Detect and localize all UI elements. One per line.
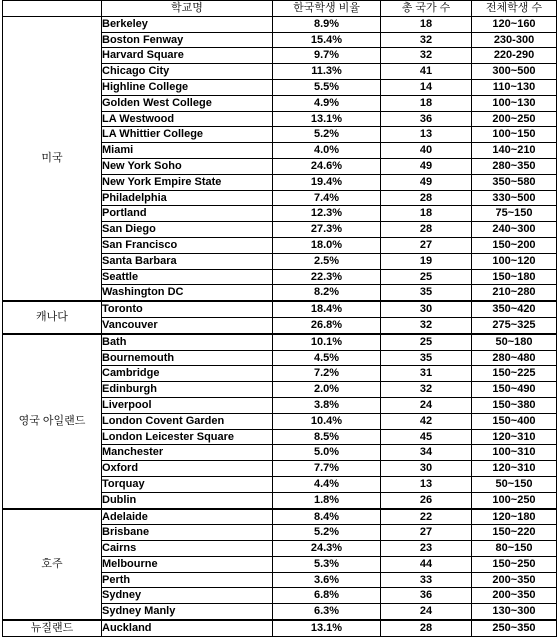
country-count-cell: 23 <box>381 541 472 557</box>
student-count-cell: 150~200 <box>472 237 557 253</box>
school-name-cell: Cambridge <box>102 366 273 382</box>
student-count-cell: 275~325 <box>472 317 557 333</box>
country-count-cell: 14 <box>381 79 472 95</box>
country-count-cell: 25 <box>381 334 472 350</box>
korean-ratio-cell: 11.3% <box>273 64 381 80</box>
school-name-cell: Seattle <box>102 269 273 285</box>
country-count-cell: 19 <box>381 253 472 269</box>
school-name-cell: Berkeley <box>102 16 273 32</box>
country-count-cell: 24 <box>381 397 472 413</box>
country-count-cell: 35 <box>381 350 472 366</box>
header-row <box>3 1 557 17</box>
school-name-cell: London Covent Garden <box>102 413 273 429</box>
country-count-cell: 42 <box>381 413 472 429</box>
korean-ratio-cell: 5.2% <box>273 525 381 541</box>
school-name-cell: Dublin <box>102 492 273 508</box>
korean-ratio-cell: 6.3% <box>273 604 381 620</box>
korean-ratio-cell: 2.0% <box>273 382 381 398</box>
korean-ratio-cell: 8.2% <box>273 285 381 301</box>
country-count-cell: 34 <box>381 445 472 461</box>
country-count-cell: 27 <box>381 525 472 541</box>
country-count-cell: 27 <box>381 237 472 253</box>
student-count-cell: 100~150 <box>472 127 557 143</box>
student-count-cell: 150~180 <box>472 269 557 285</box>
student-count-cell: 200~350 <box>472 588 557 604</box>
table-row <box>3 16 557 32</box>
student-count-cell: 210~280 <box>472 285 557 301</box>
country-count-cell: 13 <box>381 476 472 492</box>
school-name-cell: Highline College <box>102 79 273 95</box>
student-count-cell: 130~300 <box>472 604 557 620</box>
region-cell: 뉴질랜드 <box>3 620 102 636</box>
school-name-cell: Torquay <box>102 476 273 492</box>
school-name-cell: New York Soho <box>102 158 273 174</box>
korean-ratio-cell: 7.7% <box>273 461 381 477</box>
country-count-cell: 18 <box>381 206 472 222</box>
student-count-cell: 150~380 <box>472 397 557 413</box>
country-count-cell: 31 <box>381 366 472 382</box>
school-name-cell: Manchester <box>102 445 273 461</box>
header-country-count: 총 국가 수 <box>381 1 472 17</box>
korean-ratio-cell: 19.4% <box>273 174 381 190</box>
school-name-cell: Toronto <box>102 301 273 317</box>
student-count-cell: 230-300 <box>472 32 557 48</box>
korean-ratio-cell: 4.5% <box>273 350 381 366</box>
country-count-cell: 13 <box>381 127 472 143</box>
school-name-cell: LA Whittier College <box>102 127 273 143</box>
student-count-cell: 100~250 <box>472 492 557 508</box>
student-count-cell: 120~310 <box>472 429 557 445</box>
school-name-cell: Boston Fenway <box>102 32 273 48</box>
country-count-cell: 32 <box>381 382 472 398</box>
korean-ratio-cell: 15.4% <box>273 32 381 48</box>
student-count-cell: 75~150 <box>472 206 557 222</box>
student-count-cell: 300~500 <box>472 64 557 80</box>
country-count-cell: 30 <box>381 301 472 317</box>
school-name-cell: Philadelphia <box>102 190 273 206</box>
korean-ratio-cell: 13.1% <box>273 111 381 127</box>
korean-ratio-cell: 26.8% <box>273 317 381 333</box>
student-count-cell: 150~225 <box>472 366 557 382</box>
student-count-cell: 200~350 <box>472 572 557 588</box>
korean-ratio-cell: 3.8% <box>273 397 381 413</box>
school-name-cell: Golden West College <box>102 95 273 111</box>
school-name-cell: Bournemouth <box>102 350 273 366</box>
student-count-cell: 120~310 <box>472 461 557 477</box>
korean-ratio-cell: 8.5% <box>273 429 381 445</box>
school-name-cell: San Diego <box>102 222 273 238</box>
school-name-cell: Sydney Manly <box>102 604 273 620</box>
korean-ratio-cell: 4.4% <box>273 476 381 492</box>
table-row <box>3 509 557 525</box>
table-body <box>3 16 557 636</box>
header-korean-ratio: 한국학생 비율 <box>273 1 381 17</box>
school-name-cell: Miami <box>102 143 273 159</box>
korean-ratio-cell: 9.7% <box>273 48 381 64</box>
korean-ratio-cell: 5.2% <box>273 127 381 143</box>
korean-ratio-cell: 8.4% <box>273 509 381 525</box>
student-count-cell: 220-290 <box>472 48 557 64</box>
student-count-cell: 240~300 <box>472 222 557 238</box>
country-count-cell: 32 <box>381 32 472 48</box>
school-name-cell: San Francisco <box>102 237 273 253</box>
country-count-cell: 33 <box>381 572 472 588</box>
student-count-cell: 100~120 <box>472 253 557 269</box>
school-name-cell: Brisbane <box>102 525 273 541</box>
student-count-cell: 140~210 <box>472 143 557 159</box>
country-count-cell: 36 <box>381 588 472 604</box>
korean-ratio-cell: 7.2% <box>273 366 381 382</box>
student-count-cell: 120~160 <box>472 16 557 32</box>
school-name-cell: London Leicester Square <box>102 429 273 445</box>
school-table <box>2 0 557 637</box>
student-count-cell: 280~350 <box>472 158 557 174</box>
country-count-cell: 24 <box>381 604 472 620</box>
school-name-cell: Auckland <box>102 620 273 636</box>
school-name-cell: Oxford <box>102 461 273 477</box>
school-name-cell: Washington DC <box>102 285 273 301</box>
korean-ratio-cell: 27.3% <box>273 222 381 238</box>
region-cell: 캐나다 <box>3 301 102 334</box>
korean-ratio-cell: 24.6% <box>273 158 381 174</box>
korean-ratio-cell: 5.3% <box>273 556 381 572</box>
country-count-cell: 28 <box>381 620 472 636</box>
korean-ratio-cell: 4.0% <box>273 143 381 159</box>
student-count-cell: 100~130 <box>472 95 557 111</box>
country-count-cell: 45 <box>381 429 472 445</box>
school-name-cell: Santa Barbara <box>102 253 273 269</box>
country-count-cell: 22 <box>381 509 472 525</box>
student-count-cell: 110~130 <box>472 79 557 95</box>
korean-ratio-cell: 6.8% <box>273 588 381 604</box>
country-count-cell: 49 <box>381 174 472 190</box>
country-count-cell: 35 <box>381 285 472 301</box>
korean-ratio-cell: 1.8% <box>273 492 381 508</box>
country-count-cell: 41 <box>381 64 472 80</box>
header-region <box>3 1 102 17</box>
student-count-cell: 150~400 <box>472 413 557 429</box>
school-name-cell: New York Empire State <box>102 174 273 190</box>
country-count-cell: 26 <box>381 492 472 508</box>
korean-ratio-cell: 5.5% <box>273 79 381 95</box>
korean-ratio-cell: 12.3% <box>273 206 381 222</box>
region-cell: 미국 <box>3 16 102 301</box>
korean-ratio-cell: 24.3% <box>273 541 381 557</box>
region-cell: 호주 <box>3 509 102 621</box>
school-name-cell: Edinburgh <box>102 382 273 398</box>
student-count-cell: 50~150 <box>472 476 557 492</box>
school-name-cell: Sydney <box>102 588 273 604</box>
country-count-cell: 30 <box>381 461 472 477</box>
school-name-cell: Liverpool <box>102 397 273 413</box>
country-count-cell: 40 <box>381 143 472 159</box>
korean-ratio-cell: 7.4% <box>273 190 381 206</box>
student-count-cell: 350~580 <box>472 174 557 190</box>
korean-ratio-cell: 4.9% <box>273 95 381 111</box>
country-count-cell: 49 <box>381 158 472 174</box>
school-name-cell: Adelaide <box>102 509 273 525</box>
country-count-cell: 18 <box>381 16 472 32</box>
student-count-cell: 150~490 <box>472 382 557 398</box>
country-count-cell: 28 <box>381 222 472 238</box>
header-school-name: 학교명 <box>102 1 273 17</box>
school-name-cell: Cairns <box>102 541 273 557</box>
korean-ratio-cell: 3.6% <box>273 572 381 588</box>
student-count-cell: 330~500 <box>472 190 557 206</box>
student-count-cell: 250~350 <box>472 620 557 636</box>
korean-ratio-cell: 13.1% <box>273 620 381 636</box>
student-count-cell: 150~220 <box>472 525 557 541</box>
student-count-cell: 350~420 <box>472 301 557 317</box>
student-count-cell: 50~180 <box>472 334 557 350</box>
country-count-cell: 32 <box>381 48 472 64</box>
korean-ratio-cell: 18.0% <box>273 237 381 253</box>
korean-ratio-cell: 10.1% <box>273 334 381 350</box>
school-name-cell: Perth <box>102 572 273 588</box>
school-name-cell: LA Westwood <box>102 111 273 127</box>
school-name-cell: Chicago City <box>102 64 273 80</box>
student-count-cell: 200~250 <box>472 111 557 127</box>
country-count-cell: 32 <box>381 317 472 333</box>
student-count-cell: 120~180 <box>472 509 557 525</box>
korean-ratio-cell: 18.4% <box>273 301 381 317</box>
school-name-cell: Harvard Square <box>102 48 273 64</box>
school-name-cell: Vancouver <box>102 317 273 333</box>
korean-ratio-cell: 22.3% <box>273 269 381 285</box>
korean-ratio-cell: 2.5% <box>273 253 381 269</box>
korean-ratio-cell: 10.4% <box>273 413 381 429</box>
student-count-cell: 80~150 <box>472 541 557 557</box>
school-name-cell: Portland <box>102 206 273 222</box>
country-count-cell: 44 <box>381 556 472 572</box>
table-row <box>3 334 557 350</box>
country-count-cell: 25 <box>381 269 472 285</box>
student-count-cell: 150~250 <box>472 556 557 572</box>
header-student-count: 전체학생 수 <box>472 1 557 17</box>
country-count-cell: 28 <box>381 190 472 206</box>
country-count-cell: 36 <box>381 111 472 127</box>
korean-ratio-cell: 5.0% <box>273 445 381 461</box>
table-row <box>3 620 557 636</box>
region-cell: 영국 아일랜드 <box>3 334 102 509</box>
student-count-cell: 100~310 <box>472 445 557 461</box>
school-name-cell: Melbourne <box>102 556 273 572</box>
country-count-cell: 18 <box>381 95 472 111</box>
school-name-cell: Bath <box>102 334 273 350</box>
student-count-cell: 280~480 <box>472 350 557 366</box>
table-row <box>3 301 557 317</box>
korean-ratio-cell: 8.9% <box>273 16 381 32</box>
